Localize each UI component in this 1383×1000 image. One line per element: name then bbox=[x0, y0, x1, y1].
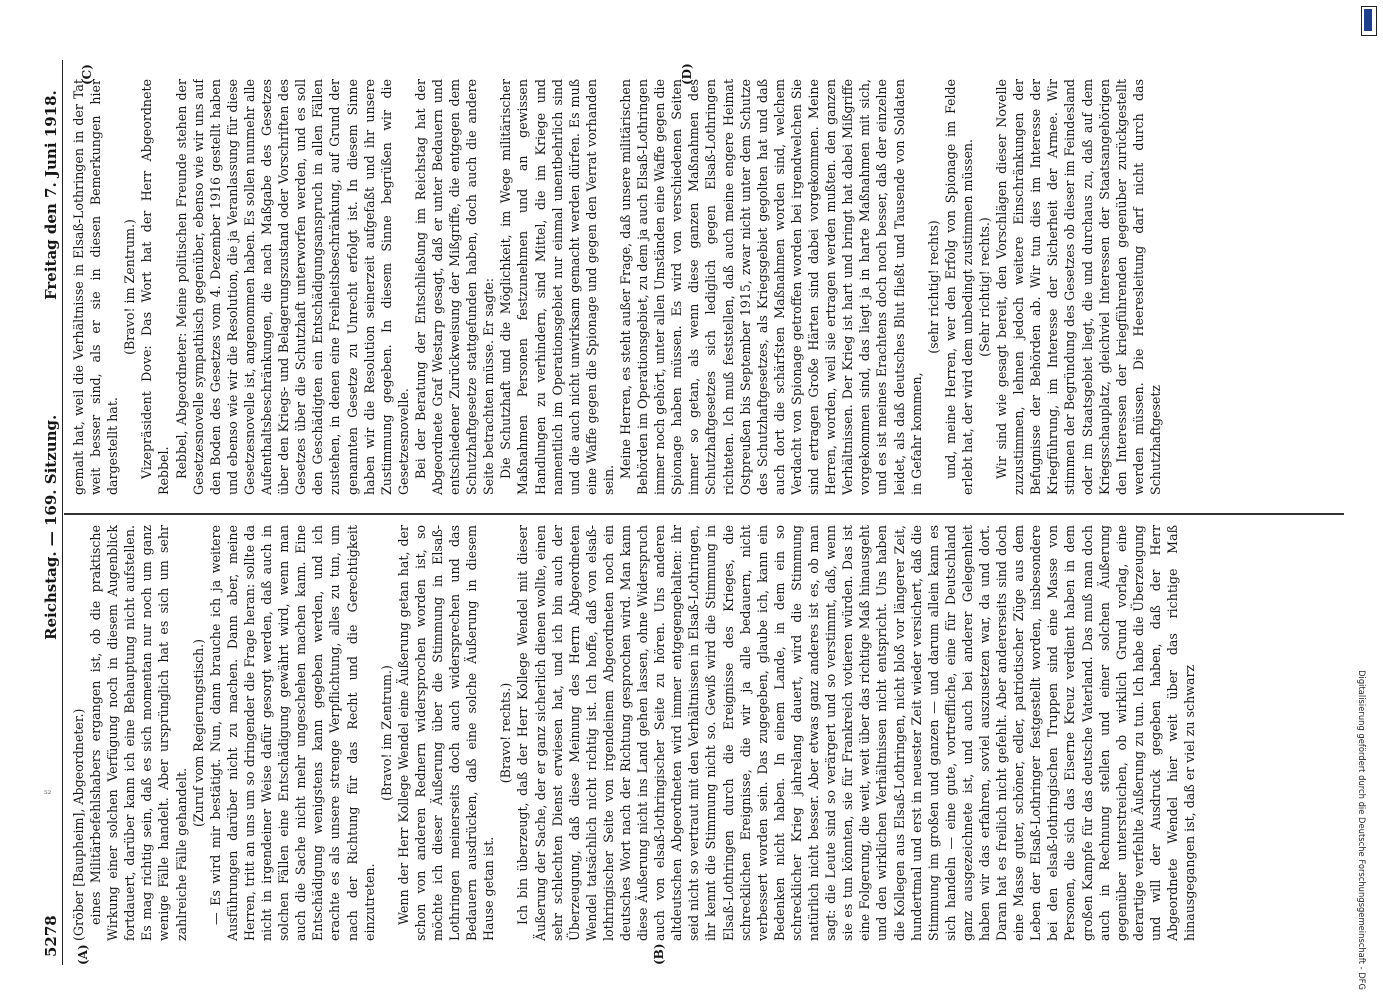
paragraph: Wenn der Herr Kollege Wendel eine Äußerung getan hat, der schon von anderen Rednern widersprochen worden ist, so möchte ich dieser Äußerung über die Stimmung in Elsaß-Lothringen meinerseits doch auch widersprechen und das Bedauern ausdrücken, daß eine solche Äußerung in diesem Hause getan ist. bbox=[395, 525, 497, 941]
paragraph: und, meine Herren, wer den Erfolg von Spionage im Felde erlebt hat, der wird dem unbedingt zustimmen müssen. bbox=[942, 79, 975, 495]
session-title: Reichstag. — 169. Sitzung. bbox=[42, 414, 60, 640]
digitization-credit bbox=[1355, 10, 1375, 990]
speaker-intro: Vizepräsident Dove: Das Wort hat der Herr Abgeordnete Rebbel. bbox=[139, 79, 172, 495]
paragraph: — Es wird mir bestätigt. Nun, dann brauche ich ja weitere Ausführungen darüber nicht zu machen. Dann aber, meine Herren, tritt an uns um so dringender die Frage heran: sollte da nicht in irgendeiner Weise dafür gesorgt werden, daß auch in solchen Fällen eine Entschädigung gewährt wird, wenn man auch die Sache nicht mehr ungeschehen machen kann. Eine Entschädigung wenigstens kann gegeben werden, und ich erachte es als unsere strenge Verpflichtung, alles zu tun, um nach der Richtung für das Recht und die Gerechtigkeit einzutreten. bbox=[207, 525, 377, 941]
interjection: (Zuruf vom Regierungstisch.) bbox=[190, 638, 206, 828]
quotation: Die Schutzhaft und die Möglichkeit, im Wege militärischer Maßnahmen Personen festzunehmen und an gewissen Handlungen zu verhindern, sind Mittel, die im Kriege und namentlich im Operationsgebiet nur einmal unentbehrlich sind und die auch nicht unwirksam gemacht werden dürfen. Es muß eine Waffe gegen die Spionage und gegen den Verrat vorhanden sein. bbox=[498, 79, 616, 495]
column-divider bbox=[64, 514, 1344, 516]
interjection: (Bravo! rechts.) bbox=[498, 682, 514, 784]
interjection: (Bravo! im Zentrum.) bbox=[378, 665, 394, 801]
margin-marker-a: (A) bbox=[76, 944, 90, 965]
left-column bbox=[70, 525, 1350, 941]
interjection: (Bravo! im Zentrum.) bbox=[122, 219, 138, 355]
scan-mark: ⁵² bbox=[44, 790, 52, 800]
paragraph: Wir sind wie gesagt bereit, den Vorschlägen dieser Novelle zuzustimmen, lehnen jedoch weitere Einschränkungen der Befugnisse der Behörden ab. Wir tun dies im Interesse der Kriegführung, im Interesse der Sicherheit der Armee. Wir stimmen der Begründung des Gesetzes ob dieser im Feindesland oder im Staatsgebiet liegt, die und durchaus zu, daß auf dem Kriegsschauplatz, gleichviel Interessen der Staatsangehörigen den Interessen der kriegführenden gegenüber zurückgestellt werden müssen. Die Heeresleitung darf nicht durch das Schutzhaftgesetz bbox=[994, 79, 1163, 495]
margin-marker-c: (C) bbox=[80, 64, 94, 85]
paragraph: Ich bin überzeugt, daß der Herr Kollege Wendel mit dieser Äußerung der Sache, der er ganz sicherlich dienen wollte, einen sehr schlechten Dienst erwiesen hat, und ich bin auch der Überzeugung, daß diese Meinung des Herrn Abgeordneten Wendel tatsächlich nicht richtig ist. Ich hoffe, daß von elsaß-lothringischer Seite von irgendeinem Abgeordneten noch ein deutsches Wort nach der Richtung gesprochen wird. Man kann diese Äußerung nicht ins Land gehen lassen, ohne Widerspruch auch von elsaß-lothringischer Seite zu hören. Uns anderen altdeutschen Abgeordneten wird immer entgegengehalten: ihr seid nicht so vertraut mit den Verhältnissen in Elsaß-Lothringen, ihr kennt die Stimmung nicht so. Gewiß wird die Stimmung in Elsaß-Lothringen durch die Ereignisse des Krieges, die schrecklichen Ereignisse, die wir ja alle bedauern, nicht verbessert worden sein. Das zugegeben, glaube ich, kann ein Bedenken nicht haben. In einem Lande, in dem ein so schrecklicher Krieg jahrelang dauert, wird die Stimmung natürlich nicht besser. Aber etwas ganz anderes ist es, ob man sagt: die Leute sind so verärgert und so verstimmt, daß, wenn sie es tun könnten, sie für Frankreich votieren würden. Das ist eine Folgerung, die weit, weit über das richtige Maß hinausgeht und den wirklichen Verhältnissen nicht entspricht. Uns haben die Kollegen aus Elsaß-Lothringen, nicht bloß vor längerer Zeit, hundertmal und erst in neuester Zeit wieder versichert, daß die Stimmung im großen und ganzen — und darum allein kann es sich handeln — eine gute, vortreffliche, eine für Deutschland ganz ausgezeichnete ist, und auch bei anderer Gelegenheit haben wir das erfahren, soviel auszusetzen war, da und dort. Daran hat es freilich nicht gefehlt. Aber andererseits sind doch eine Masse guter, schöner, edler, patriotischer Züge aus dem Leben der Elsaß-Lothringer festgestellt worden, insbesondere bei den elsaß-lothringischen Truppen sind eine Masse von Personen, die sich das Eiserne Kreuz verdient haben in dem großen Kampfe für das deutsche Vaterland. Das muß man doch auch in Rechnung stellen und einer solchen Äußerung gegenüber unterstreichen, ob wirklich Grund vorlag, eine derartige verfehlte Äußerung zu tun. Ich habe die Überzeugung und will der Ausdruck gegeben haben, daß der Herr Abgeordnete Wendel hier weit über das richtige Maß hinausgegangen ist, daß er viel zu schwarz bbox=[515, 525, 1198, 941]
margin-marker-b: (B) bbox=[652, 943, 666, 965]
interjection: (sehr richtig! rechts) bbox=[925, 220, 941, 354]
page-header bbox=[40, 60, 63, 965]
interjection: (Sehr richtig! rechts.) bbox=[976, 217, 992, 357]
paragraph: Meine Herren, es steht außer Frage, daß unsere militärischen Behörden im Operationsgebiet, zu dem ja auch Elsaß-Lothringen immer noch gehört, unter allen Umständen eine Waffe gegen die Spionage haben müssen. Es wird von verschiedenen Seiten immer so getan, als wenn diese ganzen Maßnahmen des Schutzhaftgesetzes sich lediglich gegen Elsaß-Lothringen richteten. Ich muß feststellen, daß auch meine engere Heimat Ostpreußen bis September 1915, zwar nicht unter dem Schutze des Schutzhaftgesetzes, als Kriegsgebiet gegolten hat und daß auch dort die schärfsten Maßnahmen worden sind, welchem Verdacht von Spionage getroffen worden bei irgendwelchen Sie sind ertragen Große Härten sind dabei vorgekommen. Meine Herren, worden, weil sie ertragen werden mußten. den ganzen Verhältnissen. Der Krieg ist hart und bringt hat dabei Mißgriffe vorgekommen sind, das liegt ja in harte Maßnahmen mit sich, und es ist meines Erachtens doch noch besser, daß der einzelne leidet, als daß deutsches Blut fließt und Tausende von Soldaten in Gefahr kommen, bbox=[618, 79, 924, 495]
margin-marker-d: (D) bbox=[680, 63, 694, 85]
paragraph: eines Militärbefehlshabers ergangen ist, ob die praktische Wirkung einer solchen Verfügung noch in diesem Augenblick fortdauert, darüber kann ich eine Behauptung nicht aufstellen. Es mag richtig sein, daß es sich momentan nur noch um ganz wenige Fälle handelt. Aber ursprünglich hat es sich um sehr zahlreiche Fälle gehandelt. bbox=[88, 525, 189, 941]
rotated-document-page bbox=[40, 60, 1360, 965]
paragraph: Bei der Beratung der Entschließung im Reichstag hat der Abgeordnete Graf Westarp gesagt, daß er unter Bedauern und entschiedener Zurückweisung der Mißgriffe, die entgegen dem Schutzhaftgesetze stattgefunden haben, doch auch die andere Seite betrachten müsse. Er sagte: bbox=[412, 79, 497, 495]
paragraph: gemalt hat, weil die Verhältnisse in Elsaß-Lothringen in der Tat weit besser sind, als er sie in diesen Bemerkungen hier dargestellt hat. bbox=[71, 79, 121, 495]
session-date: Freitag den 7. Juni 1918. bbox=[42, 90, 60, 300]
speaker-attribution: (Gröber [Baupheim], Abgeordneter.) bbox=[71, 708, 86, 941]
page-number: 5278 bbox=[42, 915, 60, 957]
right-column bbox=[70, 79, 1350, 495]
digitization-credit-text: Digitalisierung gefördert durch die Deutsche Forschungsgemeinschaft - DFG bbox=[1357, 670, 1367, 990]
paragraph: Rebbel, Abgeordneter: Meine politischen Freunde stehen der Gesetzesnovelle sympathisch gegenüber, ebenso wie wir uns auf den Boden des Gesetzes vom 4. Dezember 1916 gestellt haben und ebenso wie wir die Resolution, die ja Veranlassung für diese Gesetzesnovelle ist, angenommen haben. Es sollen nunmehr alle Aufenthaltsbeschränkungen, die nach Maßgabe des Gesetzes über den Kriegs- und Belagerungszustand oder Vorschriften des Gesetzes über die Schutzhaft unterworfen werden, und es soll den Geschädigten ein Entschädigungsanspruch in allen Fällen zustehen, in denen eine Freiheitsbeschränkung, auf Grund der genannten Gesetze zu Unrecht erfolgt ist. In diesem Sinne haben wir die Resolution seinerzeit aufgefaßt und ihr unsere Zustimmung gegeben. In diesem Sinne begrüßen wir die Gesetzesnovelle. bbox=[173, 79, 411, 495]
